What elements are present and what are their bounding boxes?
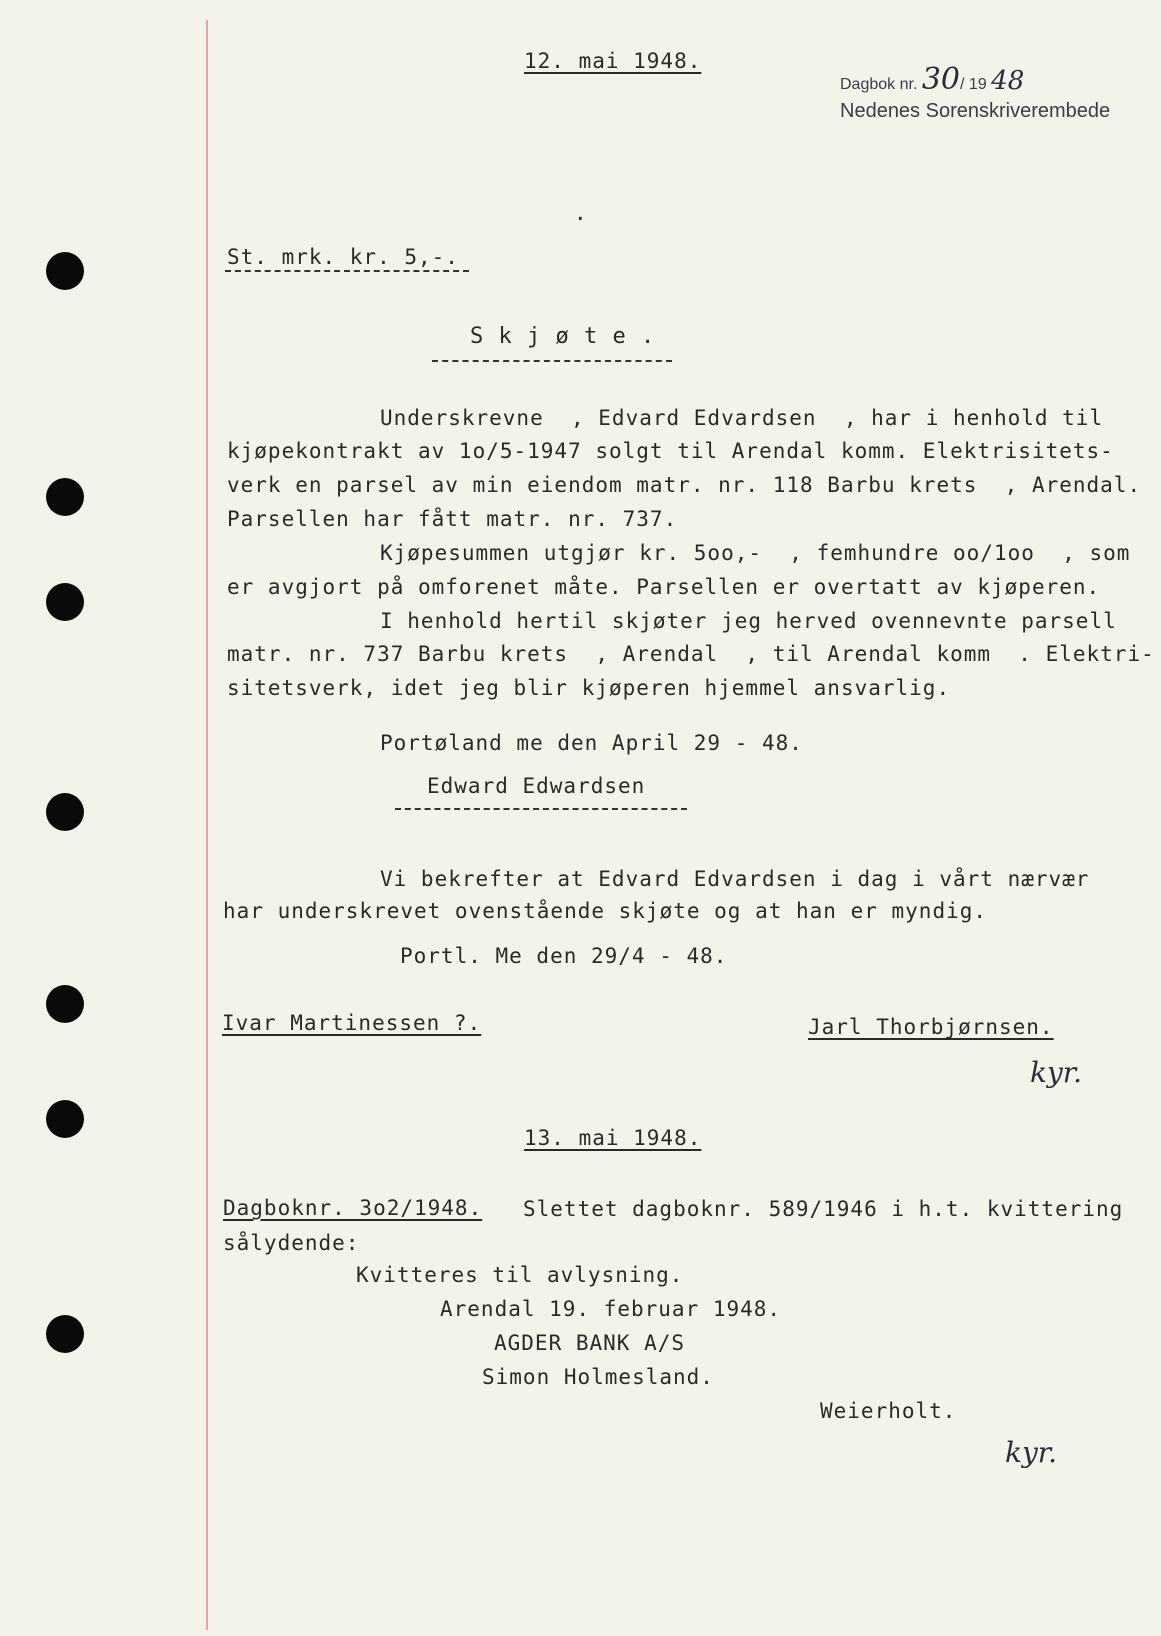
stamp-duty: St. mrk. kr. 5,-. [227,245,459,269]
title-underline [432,360,672,362]
stray-mark: · [574,207,588,231]
body-line: verk en parsel av min eiendom matr. nr. 118 Barbu krets , Arendal. [227,473,1142,497]
body-line: Underskrevne , Edvard Edvardsen , har i henhold til [380,406,1104,430]
body-line: I henhold hertil skjøter jeg herved ovennevnte parsell [380,609,1117,633]
deed-title: S k j ø t e . [470,324,656,349]
seller-signature: Edward Edwardsen [427,774,646,798]
body-line: sitetsverk, idet jeg blir kjøperen hjemmel ansvarlig. [227,676,951,700]
punch-hole [46,583,84,621]
margin-rule [206,20,208,1630]
place-date: Portøland me den April 29 - 48. [380,731,803,755]
signature: Weierholt. [820,1399,957,1423]
punch-hole [46,985,84,1023]
signature-underline [395,808,687,810]
registry-stamp-line2: Nedenes Sorenskriverembede [840,100,1111,122]
entry-date: 13. mai 1948. [524,1126,702,1150]
handwritten-initials: kyr. [1030,1056,1082,1089]
witness-place-date: Portl. Me den 29/4 - 48. [400,944,728,968]
body-line: sålydende: [223,1231,360,1255]
punch-hole [46,478,84,516]
punch-hole [46,1100,84,1138]
receipt-line: Simon Holmesland. [482,1365,714,1389]
body-line: Parsellen har fått matr. nr. 737. [227,507,678,531]
registry-stamp-line1: Dagbok nr. 30/ 19 48 [840,62,1025,97]
witness-left: Ivar Martinessen ?. [222,1011,482,1035]
receipt-line: AGDER BANK A/S [494,1331,686,1355]
stamp-duty-underline [225,270,469,272]
journal-ref: Dagboknr. 3o2/1948. [223,1196,483,1220]
witness-right: Jarl Thorbjørnsen. [808,1015,1054,1039]
witness-line: har underskrevet ovenstående skjøte og at han er myndig. [223,899,988,923]
body-line: matr. nr. 737 Barbu krets , Arendal , til Arendal komm . Elektri- [227,642,1155,666]
body-line: kjøpekontrakt av 1o/5-1947 solgt til Arendal komm. Elektrisitets- [227,439,1114,463]
body-line: er avgjort på omforenet måte. Parsellen er overtatt av kjøperen. [227,575,1101,599]
receipt-line: Arendal 19. februar 1948. [440,1297,782,1321]
handwritten-initials: kyr. [1005,1436,1057,1469]
body-line: Slettet dagboknr. 589/1946 i h.t. kvittering [523,1197,1124,1221]
punch-hole [46,1315,84,1353]
punch-hole [46,793,84,831]
punch-hole [46,252,84,290]
receipt-line: Kvitteres til avlysning. [356,1263,684,1287]
entry-date: 12. mai 1948. [524,49,702,73]
body-line: Kjøpesummen utgjør kr. 5oo,- , femhundre oo/1oo , som [380,541,1131,565]
witness-line: Vi bekrefter at Edvard Edvardsen i dag i vårt nærvær [380,867,1090,891]
